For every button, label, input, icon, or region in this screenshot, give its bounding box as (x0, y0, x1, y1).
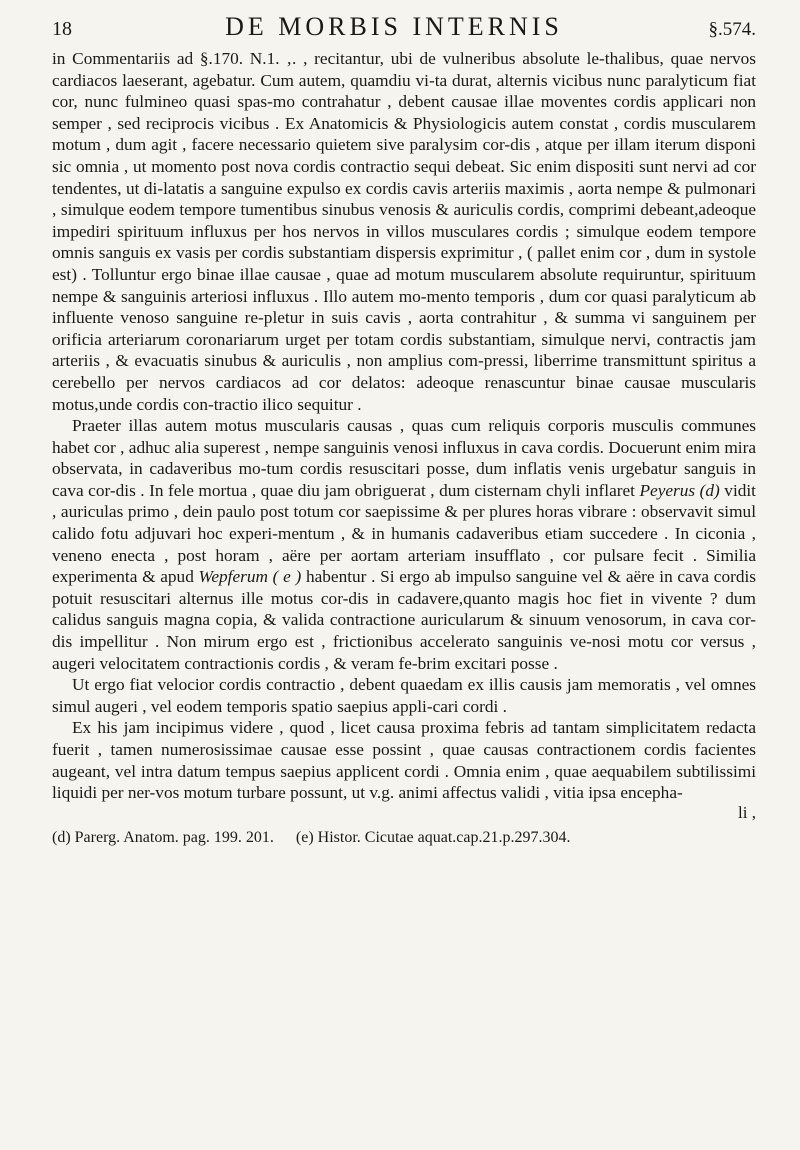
body-text (52, 48, 756, 804)
paragraph-2: Praeter illas autem motus muscularis causas , quas cum reliquis corporis musculis communes habet cor , adhuc alia superest , nempe sanguinis venosi influxus in cava cordis. Docuerunt enim mira observata, in cadaveribus mo-tum cordis resuscitari posse, dum inflatis venis urgebatur sanguis in cava cor-dis . In fele mortua , quae diu jam obriguerat , dum cisternam chyli inflaret Peyerus (d) vidit , auriculas primo , dein paulo post totum cor saepissime & per plures horas vibrare : observavit simul calido fotu adjuvari hoc experi-mentum , & in humanis cadaveribus etiam succedere . In ciconia , veneno enecta , post horam , aëre per aortam arteriam insufflato , cor pulsare fecit . Similia experimenta & apud Wepferum ( e ) habentur . Si ergo ab impulso sanguine vel & aëre in cava cordis potuit resuscitari alternus ille motus cor-dis in cadavere,quanto magis hoc fiet in vivente ? dum calidus sanguis magna copia, & valida contractione auricularum & sinuum venosorum, in cava cor-dis impellitur . Non mirum ergo est , frictionibus accelerato sanguinis ve-nosi motu cor versus , augeri velocitatem contractionis cordis , & veram fe-brim excitari posse . (52, 416, 757, 673)
paragraph-4: Ex his jam incipimus videre , quod , licet causa proxima febris ad tantam simplicitatem redacta fuerit , tamen numerosissimae causae esse possint , quae causas contractionem cordis facientes augeant, vel intra datum tempus saepius applicent cordi . Omnia enim , quae aequabilem subtilissimi liquidi per ner-vos motum turbare possunt, ut v.g. animi affectus validi , vitia ipsa encepha- (52, 718, 756, 803)
running-title: DE MORBIS INTERNIS (225, 12, 563, 41)
footnotes (52, 828, 756, 848)
footnote-e: (e) Histor. Cicutae aquat.cap.21.p.297.304. (295, 828, 571, 846)
page-number: 18 (52, 18, 72, 40)
section-number: §.574. (708, 19, 756, 40)
paragraph-1: in Commentariis ad §.170. N.1. ‚. , recitantur, ubi de vulneribus absolute le-thalibus, quae nervos cardiacos laeserant, agebatur. Cum autem, quamdiu vi-ta durat, alternis vicibus nunc paralyticum fiat cor, nunc fulmineo quasi spas-mo contrahatur , debent causae illae moventes cordis applicari non semper , sed reciprocis vicibus . Ex Anatomicis & Physiologicis autem constat , cordis muscularem motum , dum agit , facere necessario quietem sive paralysim cor-dis , atque per illam iterum disponi sic omnia , ut momento post nova cordis contractio sequi debeat. Sic enim dispositi sunt nervi ad cor tendentes, ut di-latatis a sanguine expulso ex cordis cavis arteriis maximis , aorta nempe & pulmonari , simulque eodem tempore tumentibus sinubus venosis & auriculis cordis, comprimi debeant,adeoque impediri spirituum influxus per hos nervos in villos musculares cordis ; simulque eodem tempore omnis sanguis ex vasis per cordis substantiam dispersis exprimitur , ( pallet enim cor , dum in systole est) . Tolluntur ergo binae illae causae , quae ad motum muscularem absolute requiruntur, spirituum nempe & sanguinis arteriosi influxus . Illo autem mo-mento temporis , dum cor quasi paralyticum ab influente venoso sanguine re-pletur in suis cavis , aorta contrahitur , & summa vi sanguinem per orificia arteriarum coronariarum urget per totam cordis substantiam, simulque nervi, contractis jam arteriis , & evacuatis sinubus & auriculis , non amplius com-pressi, liberrime transmittunt spiritus a cerebello per nervos cardiacos ad cor delatos: adeoque renascuntur binae causae muscularis motus,unde cordis con-tractio ilico sequitur . (52, 49, 756, 414)
running-head (52, 12, 756, 46)
footnote-d: (d) Parerg. Anatom. pag. 199. 201. (52, 828, 274, 846)
paragraph-3: Ut ergo fiat velocior cordis contractio , debent quaedam ex illis causis jam memoratis , vel omnes simul augeri , vel eodem temporis spatio saepius appli-cari cordi . (52, 675, 756, 716)
catchword: li , (738, 802, 756, 822)
